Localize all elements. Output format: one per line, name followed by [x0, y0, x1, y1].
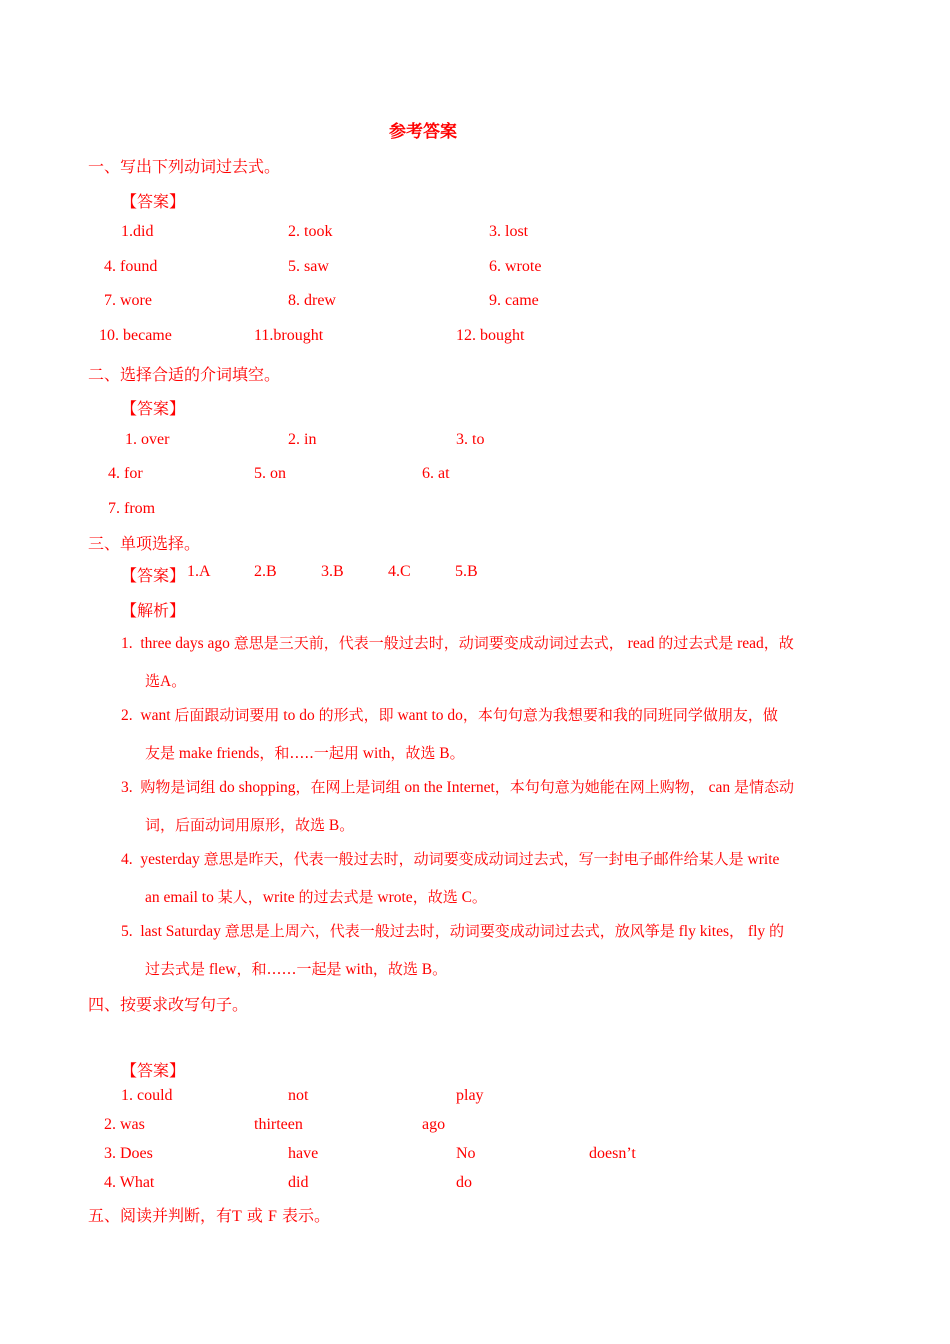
explanation-5-line-1: 5. last Saturday 意思是上周六，代表一般过去时，动词要变成动词过去式，放风筝是 fly kites， fly 的: [121, 922, 785, 940]
section-heading-2: 二、选择合适的介词填空。: [88, 365, 281, 384]
answer-item: 1.did: [121, 223, 154, 240]
answer-item: 6. at: [422, 465, 450, 482]
answer-item: do: [456, 1174, 472, 1191]
answer-item: 9. came: [489, 292, 539, 309]
answer-item: 4.C: [388, 563, 411, 580]
answer-item: 2.B: [254, 563, 277, 580]
answer-item: 3.B: [321, 563, 344, 580]
answer-item: 7. from: [108, 500, 156, 517]
answer-item: 2. was: [104, 1116, 145, 1133]
explanation-3-line-1: 3. 购物是词组 do shopping，在网上是词组 on the Internet，本句句意为她能在网上购物， can 是情态动: [121, 778, 795, 796]
answer-tag-2: 【答案】: [121, 399, 186, 418]
section-heading-4: 四、按要求改写句子。: [88, 995, 249, 1014]
answer-item: 2. took: [288, 223, 333, 240]
answer-item: 4. What: [104, 1174, 155, 1191]
answer-item: 6. wrote: [489, 258, 542, 275]
answer-tag-1: 【答案】: [121, 192, 186, 211]
answer-item: thirteen: [254, 1116, 303, 1133]
answer-tag-4: 【答案】: [121, 1061, 186, 1080]
answer-item: 1. could: [121, 1087, 173, 1104]
answer-item: 8. drew: [288, 292, 336, 309]
answer-item: 3. lost: [489, 223, 529, 240]
answer-item: 4. found: [104, 258, 158, 275]
answer-item: have: [288, 1145, 319, 1162]
analysis-tag: 【解析】: [121, 601, 186, 620]
explanation-1-line-2: 选A。: [145, 672, 187, 690]
section-heading-3: 三、单项选择。: [88, 534, 201, 553]
answer-item: No: [456, 1145, 476, 1162]
explanation-4-line-2: an email to 某人，write 的过去式是 wrote，故选 C。: [145, 888, 487, 906]
answer-item: 4. for: [108, 465, 143, 482]
answer-item: doesn’t: [589, 1145, 636, 1162]
section-heading-1: 一、写出下列动词过去式。: [88, 157, 281, 176]
explanation-4-line-1: 4. yesterday 意思是昨天，代表一般过去时，动词要变成动词过去式，写一封电子邮件给某人是 write: [121, 850, 780, 868]
page-title: 参考答案: [389, 122, 457, 142]
answer-item: did: [288, 1174, 309, 1191]
explanation-1-line-1: 1. three days ago 意思是三天前，代表一般过去时，动词要变成动词过去式， read 的过去式是 read，故: [121, 634, 794, 652]
answer-item: play: [456, 1087, 484, 1104]
answer-item: 5. saw: [288, 258, 329, 275]
explanation-2-line-1: 2. want 后面跟动词要用 to do 的形式，即 want to do，本句句意为我想要和我的同班同学做朋友，做: [121, 706, 778, 724]
answer-item: 5. on: [254, 465, 286, 482]
answer-item: 7. wore: [104, 292, 152, 309]
section-heading-5: 五、阅读并判断，有T 或 F 表示。: [88, 1206, 331, 1225]
answer-item: 3. to: [456, 431, 485, 448]
answer-item: 12. bought: [456, 327, 525, 344]
explanation-3-line-2: 词，后面动词用原形，故选 B。: [145, 816, 355, 834]
answer-item: not: [288, 1087, 309, 1104]
explanation-5-line-2: 过去式是 flew，和……一起是 with，故选 B。: [145, 960, 448, 978]
answer-item: 1.A: [187, 563, 211, 580]
answer-item: 1. over: [125, 431, 170, 448]
answer-item: 2. in: [288, 431, 317, 448]
answer-item: ago: [422, 1116, 446, 1133]
answer-tag-3: 【答案】: [121, 566, 186, 585]
answer-item: 3. Does: [104, 1145, 153, 1162]
answer-item: 11.brought: [254, 327, 324, 344]
explanation-2-line-2: 友是 make friends，和…..一起用 with，故选 B。: [145, 744, 465, 762]
answer-item: 10. became: [99, 327, 172, 344]
answer-item: 5.B: [455, 563, 478, 580]
